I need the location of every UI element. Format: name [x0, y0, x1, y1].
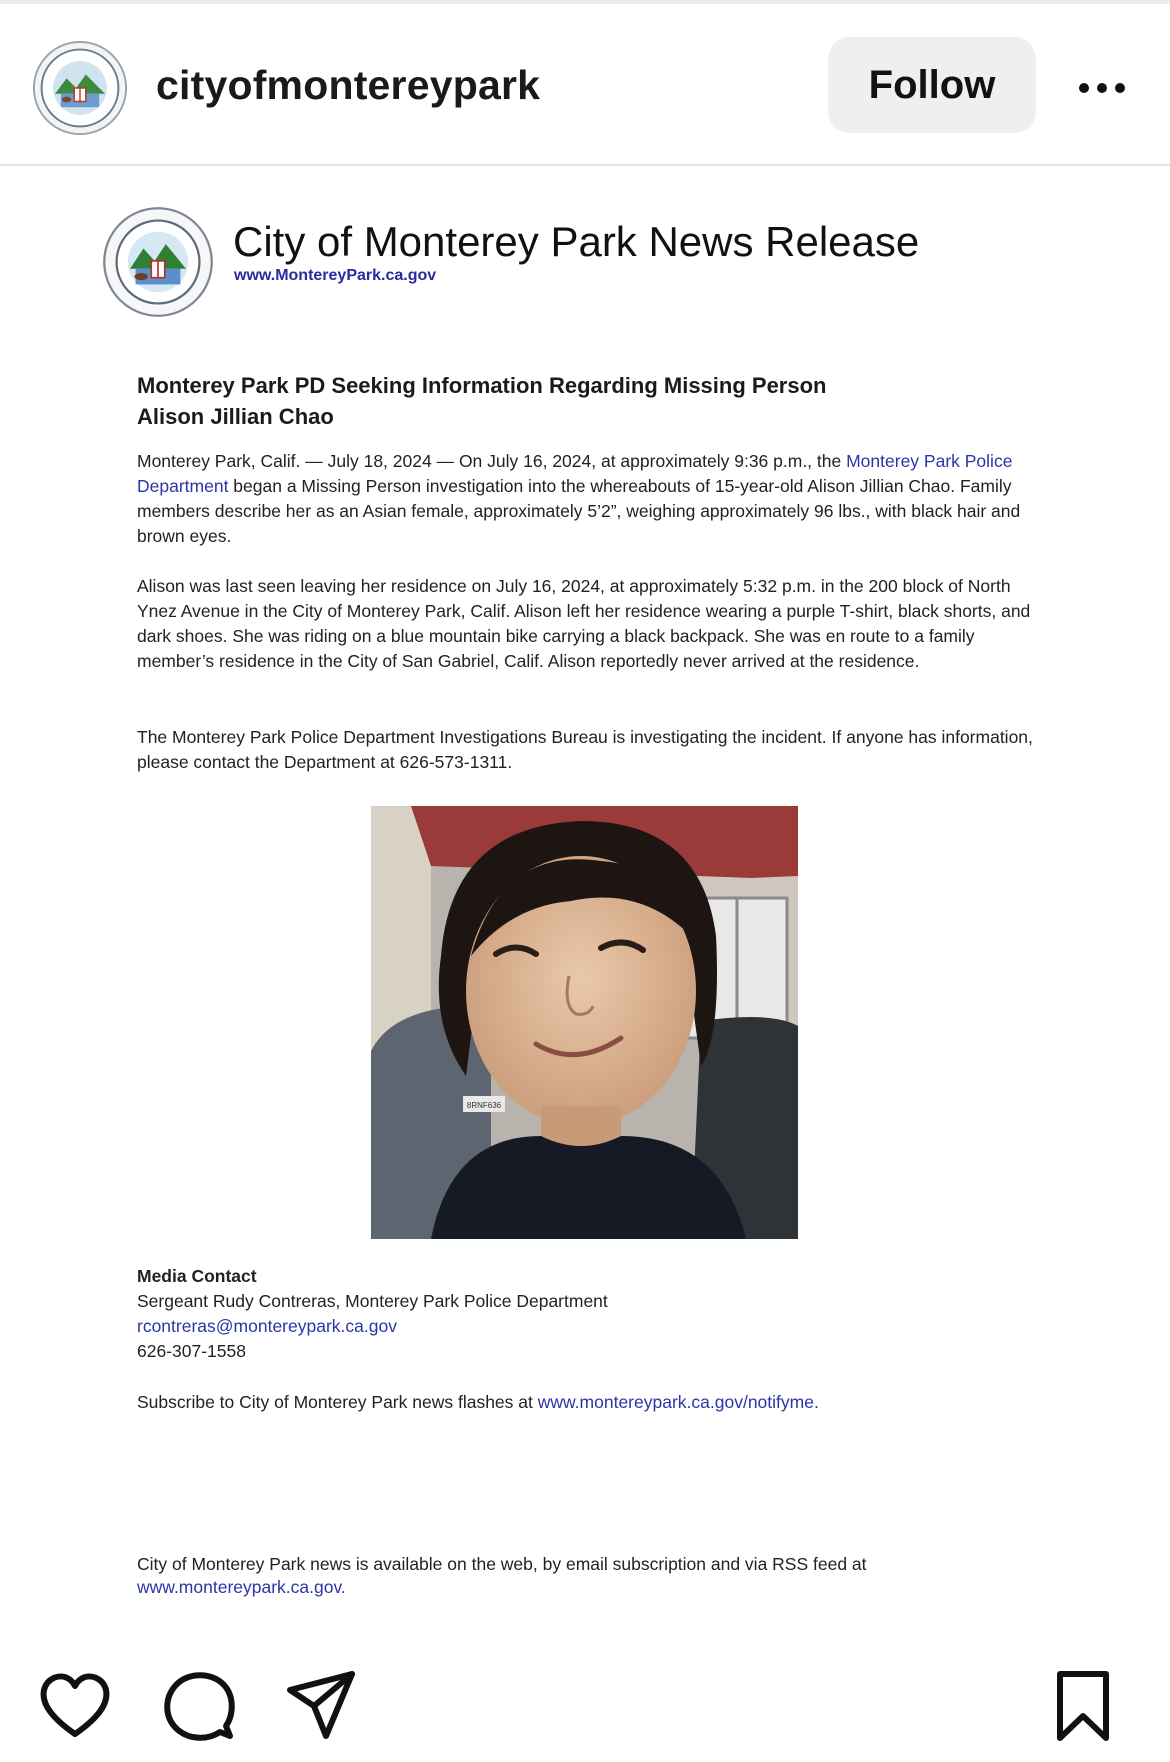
release-headline — [137, 370, 1017, 432]
city-seal-icon — [102, 206, 214, 318]
comment-icon[interactable] — [160, 1666, 238, 1744]
media-contact — [137, 1264, 1037, 1364]
subscribe-line — [137, 1390, 1077, 1415]
headline-line-2: Alison Jillian Chao — [137, 404, 334, 429]
bookmark-icon[interactable] — [1044, 1666, 1122, 1744]
follow-button[interactable]: Follow — [828, 37, 1036, 133]
contact-name: Sergeant Rudy Contreras, Monterey Park Police Department — [137, 1291, 608, 1311]
post-actions — [0, 1646, 1170, 1762]
heart-icon[interactable] — [36, 1666, 114, 1744]
paragraph-2: Alison was last seen leaving her residence on July 16, 2024, at approximately 5:32 p.m. in the 200 block of North Ynez Avenue in the City of Monterey Park, Calif. Alison left her residence wearing a purple T-shirt, black shorts, and dark shoes. She was riding on a blue mountain bike carrying a black backpack. She was en route to a family member’s residence in the City of San Gabriel, Calif. Alison reportedly never arrived at the residence. — [137, 576, 1031, 671]
post-image-news-release[interactable] — [0, 166, 1170, 1646]
more-dots-icon[interactable] — [1076, 68, 1128, 108]
notifyme-link: www.montereypark.ca.gov/notifyme. — [537, 1392, 819, 1412]
release-url: www.MontereyPark.ca.gov — [234, 267, 437, 284]
paragraph-1-start: Monterey Park, Calif. — July 18, 2024 — On July 16, 2024, at approximately 9:36 p.m., the — [137, 451, 847, 471]
contact-email: rcontreras@montereypark.ca.gov — [137, 1316, 397, 1336]
paragraph-1 — [137, 449, 1037, 549]
license-plate: 8RNF636 — [466, 1101, 502, 1110]
paragraph-1-end: began a Missing Person investigation into the whereabouts of 15-year-old Alison Jillian Chao. Family members describe her as an Asian female, approximately 5’2”, weighing approximately 96 lbs., with black hair and brown eyes. — [137, 476, 1021, 546]
release-title: City of Monterey Park News Release — [233, 218, 920, 265]
share-icon[interactable] — [282, 1666, 360, 1744]
username[interactable]: cityofmontereypark — [156, 62, 541, 108]
footer-link: www.montereypark.ca.gov. — [137, 1577, 346, 1597]
subscribe-text: Subscribe to City of Monterey Park news flashes at — [137, 1392, 538, 1412]
police-department-link: Monterey Park Police Department — [137, 451, 1013, 496]
city-seal-icon[interactable] — [32, 40, 128, 136]
contact-phone: 626-307-1558 — [137, 1341, 246, 1361]
footer-text: City of Monterey Park news is available on the web, by email subscription and via RSS feed at — [137, 1554, 867, 1574]
post-header — [0, 4, 1170, 166]
footer-note — [137, 1553, 1077, 1599]
paragraph-3: The Monterey Park Police Department Investigations Bureau is investigating the incident. If anyone has information, please contact the Department at 626-573-1311. — [137, 727, 1033, 772]
headline-line-1: Monterey Park PD Seeking Information Regarding Missing Person — [137, 373, 827, 398]
media-contact-label: Media Contact — [137, 1266, 257, 1286]
missing-person-photo — [371, 806, 798, 1239]
